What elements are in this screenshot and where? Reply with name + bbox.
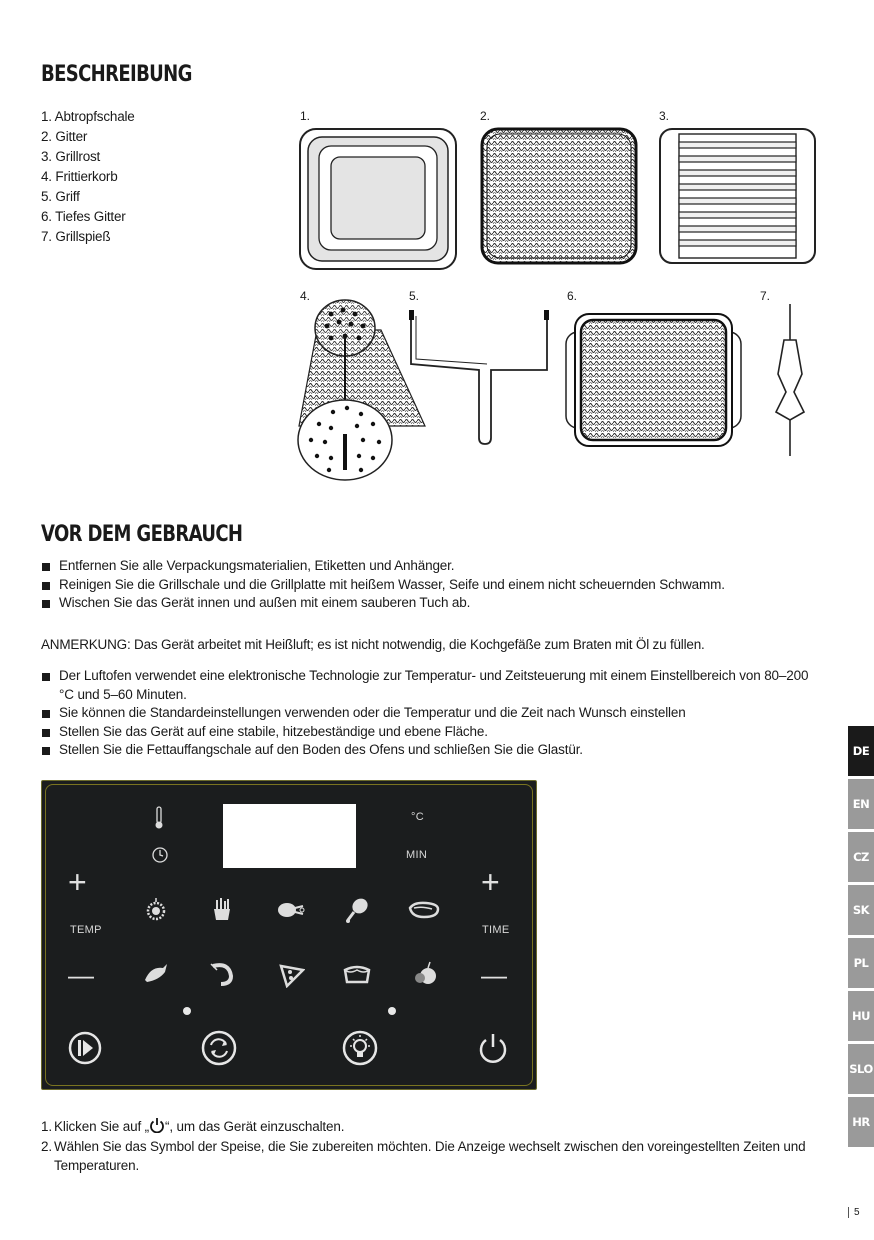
celsius-label: °C — [411, 811, 424, 823]
temp-label: TEMP — [70, 924, 102, 936]
list-item: 3. Grillrost — [41, 149, 101, 164]
display-screen — [223, 804, 356, 868]
vegetables-icon[interactable] — [412, 960, 440, 988]
step-text-end: “, um das Gerät einzuschalten. — [165, 1119, 345, 1134]
list-item — [41, 1117, 821, 1137]
rotisserie-icon[interactable] — [144, 898, 168, 924]
list-item: 5. Griff — [41, 189, 80, 204]
figure-label: 4. — [300, 289, 311, 303]
deep-grid-illustration — [565, 312, 742, 448]
note-text: ANMERKUNG: Das Gerät arbeitet mit Heißluft; es ist nicht notwendig, die Kochgefäße zum Braten mit Öl zu füllen. — [41, 637, 705, 652]
fish-icon[interactable] — [141, 962, 169, 986]
start-pause-icon[interactable] — [67, 1030, 103, 1066]
step-number: 2. — [41, 1138, 52, 1154]
min-label: MIN — [406, 849, 428, 861]
list-item: Sie können die Standardeinstellungen verwenden oder die Temperatur und die Zeit nach Wunsch einstellen — [41, 704, 821, 723]
tab-cz[interactable]: CZ — [848, 832, 874, 882]
list-item: Stellen Sie die Fettauffangschale auf den Boden des Ofens und schließen Sie die Glastür. — [41, 741, 821, 760]
time-plus-button[interactable]: + — [481, 864, 500, 900]
tab-pl[interactable]: PL — [848, 938, 874, 988]
grill-rack-illustration — [659, 128, 816, 264]
handle-illustration — [407, 306, 553, 448]
parts-list — [41, 107, 135, 247]
language-tabs — [848, 726, 874, 1150]
steps-list — [41, 1117, 821, 1176]
step-text: Wählen Sie das Symbol der Speise, die Sie zubereiten möchten. Die Anzeige wechselt zwischen den voreingestellten Zeiten und Temperaturen. — [54, 1138, 806, 1173]
step-text-start: Klicken Sie auf „ — [54, 1119, 149, 1134]
figure-label: 6. — [567, 289, 578, 303]
indicator-dot — [388, 1007, 396, 1015]
grid-illustration — [481, 128, 637, 264]
tab-hu[interactable]: HU — [848, 991, 874, 1041]
fries-icon[interactable] — [211, 898, 233, 922]
list-item: 1. Abtropfschale — [41, 109, 135, 124]
list-item: 6. Tiefes Gitter — [41, 209, 126, 224]
figure-label: 5. — [409, 289, 420, 303]
step-number: 1. — [41, 1119, 52, 1134]
tab-de[interactable]: DE — [848, 726, 874, 776]
tab-slo[interactable]: SLO — [848, 1044, 874, 1094]
power-icon — [149, 1117, 165, 1133]
list-item: Stellen Sie das Gerät auf eine stabile, hitzebeständige und ebene Fläche. — [41, 723, 821, 742]
chicken-icon[interactable] — [275, 898, 305, 922]
page-number: 5 — [848, 1207, 860, 1218]
shrimp-icon[interactable] — [207, 960, 237, 988]
drip-tray-illustration — [299, 128, 457, 270]
section-title-description: BESCHREIBUNG — [41, 62, 192, 87]
clock-icon — [151, 846, 169, 864]
tab-sk[interactable]: SK — [848, 885, 874, 935]
time-minus-button[interactable]: — — [481, 960, 508, 990]
steak-icon[interactable] — [408, 900, 440, 920]
light-icon[interactable] — [340, 1028, 380, 1068]
list-item — [41, 1137, 821, 1176]
power-icon[interactable] — [476, 1031, 510, 1065]
section-title-before-use: VOR DEM GEBRAUCH — [41, 522, 243, 547]
drumstick-icon[interactable] — [344, 896, 370, 924]
instructions-list — [41, 667, 821, 760]
skewer-illustration — [770, 304, 810, 456]
list-item: Wischen Sie das Gerät innen und außen mit einem sauberen Tuch ab. — [41, 594, 821, 613]
figure-label: 2. — [480, 109, 491, 123]
figure-label: 1. — [300, 109, 311, 123]
temp-plus-button[interactable]: + — [68, 864, 87, 900]
list-item: 4. Frittierkorb — [41, 169, 118, 184]
list-item: 2. Gitter — [41, 129, 88, 144]
thermometer-icon — [153, 806, 165, 830]
time-label: TIME — [482, 924, 510, 936]
figure-label: 7. — [760, 289, 771, 303]
cake-icon[interactable] — [342, 962, 372, 986]
temp-minus-button[interactable]: — — [68, 960, 95, 990]
tab-en[interactable]: EN — [848, 779, 874, 829]
list-item: Entfernen Sie alle Verpackungsmaterialien, Etiketten und Anhänger. — [41, 557, 821, 576]
preparation-list — [41, 557, 821, 613]
rotate-icon[interactable] — [200, 1029, 238, 1067]
tab-hr[interactable]: HR — [848, 1097, 874, 1147]
figure-label: 3. — [659, 109, 670, 123]
list-item: Der Luftofen verwendet eine elektronische Technologie zur Temperatur- und Zeitsteuerung mit einem Einstellbereich von 80–200 °C und 5–60 Minuten. — [41, 667, 821, 704]
pizza-icon[interactable] — [277, 962, 305, 988]
indicator-dot — [183, 1007, 191, 1015]
list-item: Reinigen Sie die Grillschale und die Grillplatte mit heißem Wasser, Seife und einem nicht scheuernden Schwamm. — [41, 576, 821, 595]
list-item: 7. Grillspieß — [41, 229, 111, 244]
